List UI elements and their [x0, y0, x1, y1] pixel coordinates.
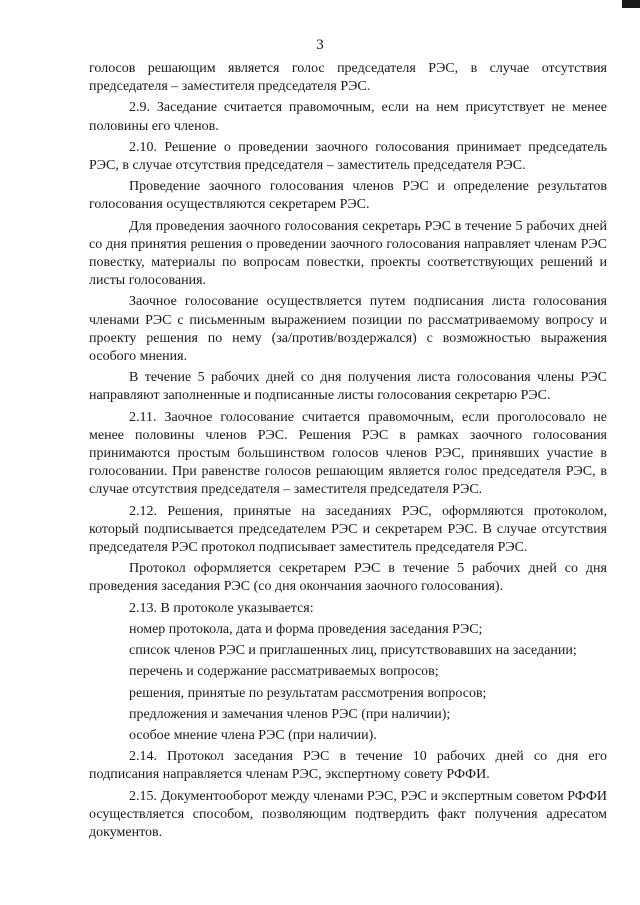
- paragraph-2-13: 2.13. В протоколе указывается:: [129, 600, 314, 616]
- protocol-list-item: особое мнение члена РЭС (при наличии).: [129, 727, 377, 743]
- paragraph-2-12: 2.12. Решения, принятые на заседаниях РЭС, оформляются протоколом, который подписывается председателем РЭС и секретарем РЭС. В случае отсутствия председателя РЭС протокол подписывает заместитель председателя РЭС.: [89, 503, 607, 556]
- paragraph-remote-vote-materials: Для проведения заочного голосования секретарь РЭС в течение 5 рабочих дней со дня принятия решения о проведении заочного голосования направляет членам РЭС повестку, материалы по вопросам повестки, проекты соответствующих решений и листы голосования.: [89, 218, 607, 289]
- paragraph-remote-vote-procedure: Проведение заочного голосования членов РЭС и определение результатов голосования осуществляются секретарем РЭС.: [89, 179, 607, 213]
- paragraph-protocol-timing: Протокол оформляется секретарем РЭС в течение 5 рабочих дней со дня проведения заседания РЭС (со дня окончания заочного голосования).: [89, 561, 607, 595]
- protocol-list-item: перечень и содержание рассматриваемых вопросов;: [129, 664, 439, 680]
- document-body: [89, 60, 607, 842]
- page-number: 3: [316, 37, 324, 53]
- paragraph-2-14: 2.14. Протокол заседания РЭС в течение 10 рабочих дней со дня его подписания направляется членам РЭС, экспертному совету РФФИ.: [89, 749, 607, 783]
- protocol-list-item: предложения и замечания членов РЭС (при наличии);: [129, 706, 451, 722]
- paragraph-remote-vote-signing: Заочное голосование осуществляется путем подписания листа голосования членами РЭС с письменным выражением позиции по рассматриваемому вопросу и проекту решения по нему (за/против/воздержался) с возможностью выражения особого мнения.: [89, 294, 607, 365]
- paragraph-2-15: 2.15. Документооборот между членами РЭС, РЭС и экспертным советом РФФИ осуществляется способом, позволяющим подтвердить факт получения адресатом документов.: [89, 788, 607, 840]
- scan-corner-mark: [622, 0, 640, 8]
- paragraph-2-11: 2.11. Заочное голосование считается правомочным, если проголосовало не менее половины членов РЭС. Решения РЭС в рамках заочного голосования принимаются простым большинством голосов членов РЭС, принявших участие в голосовании. При равенстве голосов решающим является голос председателя РЭС, в случае отсутствия председателя – заместителя председателя РЭС.: [89, 409, 607, 498]
- paragraph-ballot-return: В течение 5 рабочих дней со дня получения листа голосования члены РЭС направляют заполненные и подписанные листы голосования секретарю РЭС.: [89, 370, 607, 404]
- protocol-list-item: список членов РЭС и приглашенных лиц, присутствовавших на заседании;: [129, 643, 577, 659]
- protocol-list-item: решения, принятые по результатам рассмотрения вопросов;: [129, 685, 487, 701]
- protocol-list-item: номер протокола, дата и форма проведения заседания РЭС;: [129, 621, 483, 637]
- paragraph-2-10: 2.10. Решение о проведении заочного голосования принимает председатель РЭС, в случае отсутствия председателя – заместитель председателя РЭС.: [89, 139, 607, 174]
- paragraph-continuation: голосов решающим является голос председателя РЭС, в случае отсутствия председателя – заместителя председателя РЭС.: [89, 61, 607, 95]
- paragraph-2-9: 2.9. Заседание считается правомочным, если на нем присутствует не менее половины его членов.: [89, 100, 607, 134]
